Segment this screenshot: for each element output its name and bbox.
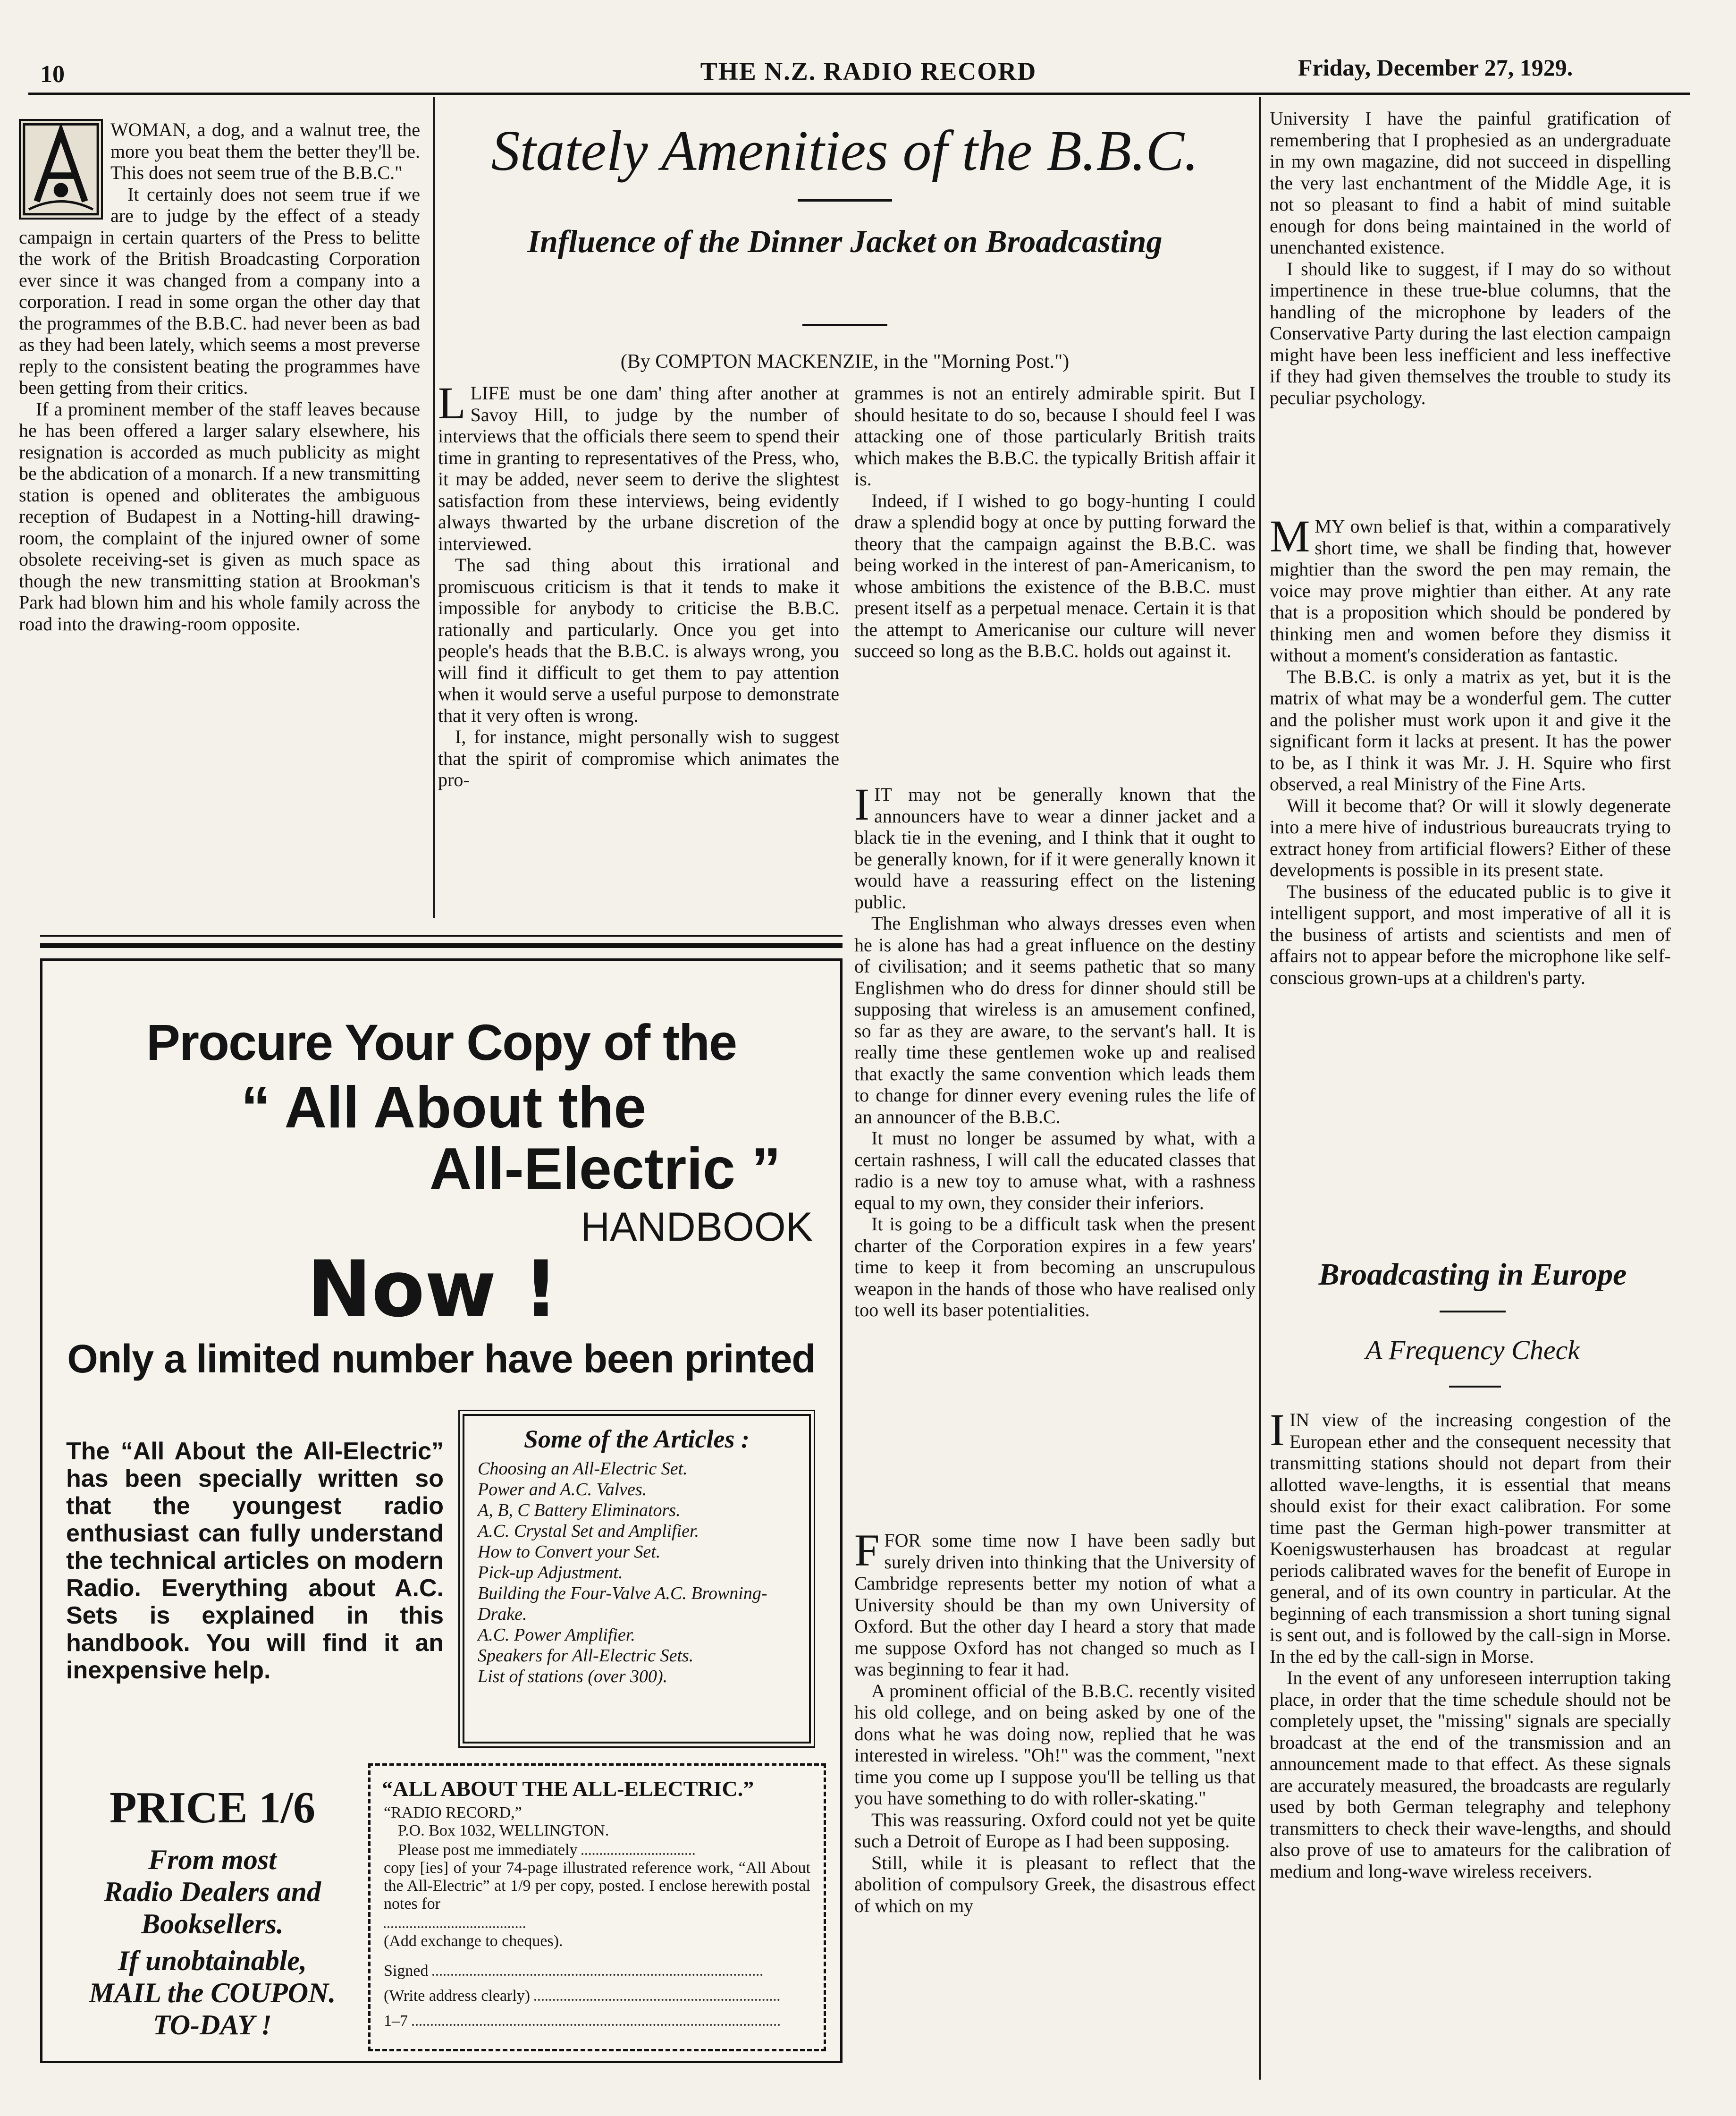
europe-title-rule xyxy=(1440,1311,1506,1312)
col4-para-1: University I have the painful gratification of remembering that I prophesied as an undergraduate in my own magazine, did not succeed in dispelling the very last enchantment of the Middle Age, it is not so pleasant to find a habit of mind suitable enough for dons being maintained in the world of unenchanted existence. xyxy=(1270,108,1671,258)
ad-where-line: If unobtainable, xyxy=(118,1945,307,1976)
col2-para-3: I, for instance, might personally wish to suggest that the spirit of compromise which animates the pro- xyxy=(438,726,839,790)
column-3a xyxy=(854,382,1256,662)
drop-cap-in: I xyxy=(1270,1405,1285,1455)
article-item: Power and A.C. Valves. xyxy=(478,1480,647,1499)
coupon-address-2: P.O. Box 1032, WELLINGTON. xyxy=(398,1822,609,1839)
ad-headline-3: All-Electric ” xyxy=(430,1136,781,1202)
articles-list xyxy=(464,1454,809,1687)
article-subtitle: Influence of the Dinner Jacket on Broadcasting xyxy=(527,223,1163,259)
col1-para-1: WOMAN, a dog, and a walnut tree, the more you beat them the better they'll be. This does not seem true of the B.B.C." xyxy=(110,119,420,183)
col2-para-1: LIFE must be one dam' thing after another at Savoy Hill, to judge by the number of interviews that the officials there seem to spend their time in granting to representatives of the Press, who, it may be added, never seem to derive the slightest satisfaction from these interviews, being evidently always thwarted by the urbane discretion of the interviewed. xyxy=(438,382,839,554)
ad-top-rule-2 xyxy=(40,943,843,948)
column-3c xyxy=(854,1525,1256,1916)
ad-headline-1: Procure Your Copy of the xyxy=(146,1014,737,1071)
articles-heading: Some of the Articles : xyxy=(524,1425,750,1453)
col3b-para-2: The Englishman who always dresses even when he is alone has had a great influence on the destiny of civilisation; and it seems pathetic that so many Englishmen who do dress for dinner should still be supposing that wireless is an amusement confined, so far as they are aware, to the servant's hall. It is really time these gentlemen woke up and realised that exactly the same convention which leads them to change for dinner every evening rules the life of an announcer of the B.B.C. xyxy=(854,913,1256,1127)
article-byline: (By COMPTON MACKENZIE, in the "Morning Post.") xyxy=(620,351,1070,372)
ad-where-line: TO-DAY ! xyxy=(153,2009,272,2040)
column-4b xyxy=(1270,511,1671,988)
article-item: Speakers for All-Electric Sets. xyxy=(478,1646,694,1666)
col4b-para-2: The B.B.C. is only a matrix as yet, but it is the matrix of what may be a wonderful gem. The cutter and the polisher must work upon it and give it the significant form it lacks at present. It has the power to be, as I think it was Mr. J. H. Squire who first observed, a real Ministry of the Fine Arts. xyxy=(1270,666,1671,795)
col1-para-3: If a prominent member of the staff leaves because he has been offered a larger salary elsewhere, his resignation is accorded as much publicity as might be the abdication of a monarch. If a new transmitting station is opened and obliterates the ambiguous reception of Budapest in a Notting-hill drawing-room, the complaint of the injured owner of some obsolete receiving-set is given as much space as though the new transmitting station at Brookman's Park had blown him and his whole family across the road into the drawing-room opposite. xyxy=(19,398,420,635)
ad-where-line: From most xyxy=(148,1844,277,1875)
column-rule-3 xyxy=(1259,97,1261,2080)
col4b-para-4: The business of the educated public is to give it intelligent support, and most imperative of all it is the business of artists and scientists and men of affairs not to appear before the microphone like self-conscious grown-ups at a children's party. xyxy=(1270,880,1671,988)
europe-title: Broadcasting in Europe xyxy=(1318,1257,1627,1292)
title-rule xyxy=(798,199,892,202)
col3c-para-1: FOR some time now I have been sadly but surely driven into thinking that the University of Cambridge represents better my notion of what a University should be than my own University of Oxford. But the other day I heard a story that made me suppose Oxford has not changed so much as I was beginning to fear it had. xyxy=(854,1530,1256,1680)
coupon-notes-field[interactable] xyxy=(384,1913,525,1928)
article-item: Pick-up Adjustment. xyxy=(478,1563,623,1583)
page-number: 10 xyxy=(40,61,65,88)
col2-para-2: The sad thing about this irrational and promiscuous criticism is that it tends to make it impossible for anybody to criticise the B.B.C. rationally and particularly. Once you get into people's heads that the B.B.C. is always wrong, you will find it difficult to get them to pay attention when it would serve a useful purpose to demonstrate that it very often is wrong. xyxy=(438,554,839,726)
ad-where-line: Booksellers. xyxy=(141,1908,284,1939)
article-title: Stately Amenities of the B.B.C. xyxy=(491,119,1199,183)
coupon-body xyxy=(371,1801,824,2030)
col3b-para-3: It must no longer be assumed by what, with a certain rashness, I will call the educated classes that radio is a new toy to amuse what, with a rashness equal to my own, they consider their inferiors. xyxy=(854,1127,1256,1213)
column-3b xyxy=(854,779,1256,1321)
col4b-para-1: MY own belief is that, within a comparatively short time, we shall be finding that, however mightier than the sword the pen may remain, the voice may prove mightier than either. At any rate that is a proposition which should be pondered by thinking men and women before they dismiss it without a moment's consideration as fantastic. xyxy=(1270,516,1671,666)
coupon-title: “ALL ABOUT THE ALL-ELECTRIC.” xyxy=(382,1777,754,1801)
europe-para-1: IN view of the increasing congestion of the European ether and the consequent necessity that transmitting stations should not depart from their allotted wave-lengths, it is essential that means should exist for their exact calibration. For some time past the German high-power transmitter at Koenigswusterhausen has broadcast at regular periods calibrated waves for the benefit of Europe in general, and of its own country in particular. At the beginning of each transmission a short tuning signal is sent out, and is followed by the call-sign in Morse. In the ed by the call-sign in Morse. xyxy=(1270,1409,1671,1667)
article-item: A.C. Crystal Set and Amplifier. xyxy=(478,1521,699,1541)
drop-cap-l: L xyxy=(438,378,466,428)
article-item: Choosing an All-Electric Set. xyxy=(478,1459,688,1479)
col3c-para-3: This was reassuring. Oxford could not yet be quite such a Detroit of Europe as I had been supposing. xyxy=(854,1809,1256,1852)
coupon-address-1: “RADIO RECORD,” xyxy=(384,1804,522,1821)
coupon-code-row: 1–7 xyxy=(384,2011,810,2030)
ad-where-line: Radio Dealers and xyxy=(103,1876,321,1907)
order-coupon[interactable] xyxy=(368,1763,826,2051)
column-rule-1 xyxy=(433,97,435,918)
ad-handbook: HANDBOOK xyxy=(581,1204,813,1250)
drop-cap-m: M xyxy=(1270,511,1310,561)
europe-para-2: In the event of any unforeseen interruption taking place, in order that the time schedule should not be completely upset, the "missing" signals are specially broadcast at the end of the transmission and an announcement made to that effect. As these signals are accurately measured, the broadcasts are regularly used by both German telegraphy and telephony transmitters to check their wave-lengths, and should also prove of use to amateurs for the calibration of medium and long-wave wireless receivers. xyxy=(1270,1667,1671,1882)
subtitle-rule xyxy=(802,324,887,326)
article-item: How to Convert your Set. xyxy=(478,1542,661,1562)
col3c-para-2: A prominent official of the B.B.C. recently visited his old college, and on being asked by one of the dons what he was doing now, replied that he was interested in wireless. "Oh!" was the comment, "next time you come up I suppose you'll be telling us that you have something to do with roller-skating." xyxy=(854,1680,1256,1809)
ornate-initial-a xyxy=(19,119,103,220)
ad-limited-line: Only a limited number have been printed xyxy=(67,1337,816,1381)
column-2 xyxy=(438,378,839,791)
article-item: List of stations (over 300). xyxy=(478,1667,668,1686)
drop-cap-i: I xyxy=(854,779,869,829)
coupon-body-2: copy [ies] of your 74-page illustrated reference work, “All About the All-Electric” at 1/9 per copy, posted. I enclose herewith postal notes for xyxy=(384,1859,810,1913)
ad-description: The “All About the All-Electric” has been specially written so that the youngest radio enthusiast can fully understand the technical articles on modern Radio. Everything about A.C. Sets is explained in this handbook. You will find it an inexpensive help. xyxy=(66,1438,444,1684)
coupon-signed-row: Signed xyxy=(384,1961,810,1980)
coupon-body-1: Please post me immediately xyxy=(384,1840,810,1859)
article-item: A.C. Power Amplifier. xyxy=(478,1625,635,1645)
column-1 xyxy=(19,119,420,635)
article-item: A, B, C Battery Eliminators. xyxy=(478,1500,681,1520)
coupon-body-3: (Add exchange to cheques). xyxy=(384,1932,563,1950)
col3b-para-4: It is going to be a difficult task when the present charter of the Corporation expires in a few years' time to keep it from becoming an unscrupulous weapon in the hands of those who have realised only too well its baser potentialities. xyxy=(854,1213,1256,1320)
coupon-copies-field[interactable] xyxy=(581,1840,695,1855)
col3-para-1: grammes is not an entirely admirable spirit. But I should hesitate to do so, because I should feel I was attacking one of those particularly British traits which makes the B.B.C. the typically British affair it is. xyxy=(854,382,1256,490)
coupon-signature-field[interactable] xyxy=(432,1961,763,1976)
article-item: Building the Four-Valve A.C. Browning-Drake. xyxy=(478,1583,767,1624)
col3-para-2: Indeed, if I wished to go bogy-hunting I could draw a splendid bogy at once by putting forward the theory that the campaign against the B.B.C. was being worked in the interest of pan-Americanism, to whose ambitions the existence of the B.B.C. must present itself as a perpetual menace. Certain it is that the attempt to Americanise our culture will never succeed so long as the B.B.C. holds out against it. xyxy=(854,490,1256,661)
ad-top-rule-1 xyxy=(40,935,843,937)
ad-price: PRICE 1/6 xyxy=(109,1783,316,1832)
europe-subtitle: A Frequency Check xyxy=(1365,1335,1580,1365)
ad-now: Now ! xyxy=(307,1244,559,1334)
coupon-address-field-2[interactable] xyxy=(412,2011,780,2026)
ad-where-line: MAIL the COUPON. xyxy=(89,1977,336,2008)
column-4c xyxy=(1270,1405,1671,1882)
publication-title: THE N.Z. RADIO RECORD xyxy=(700,57,1037,85)
ornate-letter-a-icon xyxy=(21,121,101,218)
ad-headline-2: “ All About the xyxy=(241,1075,647,1140)
column-4a xyxy=(1270,108,1671,408)
coupon-address-field[interactable] xyxy=(534,1986,780,2001)
col4-para-2: I should like to suggest, if I may do so without impertinence in these true-blue columns, that the handling of the microphone by leaders of the Conservative Party during the last election campaign might have been less inefficient and less ineffective if they had given themselves the trouble to study its peculiar psychology. xyxy=(1270,258,1671,408)
masthead-rule xyxy=(28,93,1690,95)
col4b-para-3: Will it become that? Or will it slowly degenerate into a mere hive of industrious bureaucrats trying to extract honey from artificial flowers? Either of these developments is possible in its present state. xyxy=(1270,795,1671,880)
col1-para-2: It certainly does not seem true if we are to judge by the effect of a steady campaign in certain quarters of the Press to belitte the work of the British Broadcasting Corporation ever since it was changed from a company into a corporation. I read in some organ the other day that the programmes of the B.B.C. had never been as bad as they had been lately, which seems a most preverse reply to the consistent beating the programmes have been getting from their critics. xyxy=(19,183,420,398)
col3b-para-1: IT may not be generally known that the announcers have to wear a dinner jacket and a black tie in the evening, and I think that it ought to be generally known, for if it were generally known it would have a reassuring effect on the listening public. xyxy=(854,784,1256,913)
articles-box xyxy=(463,1414,811,1744)
drop-cap-f: F xyxy=(854,1525,880,1575)
issue-date: Friday, December 27, 1929. xyxy=(1298,54,1573,81)
col3c-para-4: Still, while it is pleasant to reflect that the abolition of compulsory Greek, the disastrous effect of which on my xyxy=(854,1852,1256,1916)
handbook-advertisement xyxy=(40,958,843,2063)
europe-subtitle-rule xyxy=(1449,1386,1501,1388)
coupon-write-row: (Write address clearly) xyxy=(384,1986,810,2005)
ad-where xyxy=(61,1844,363,2041)
